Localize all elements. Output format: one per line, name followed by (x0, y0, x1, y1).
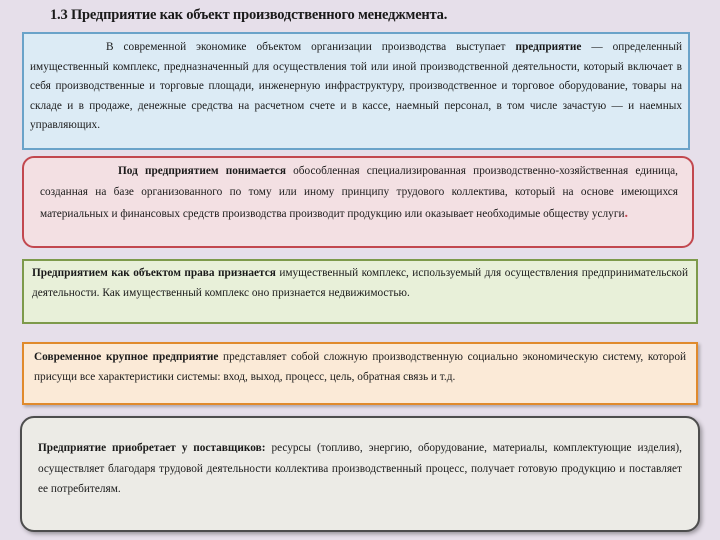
definition-box-suppliers (20, 416, 700, 532)
suppliers-term: Предприятие приобретает у поставщиков: (38, 442, 266, 454)
enterprise-definition-term: Под предприятием понимается (118, 165, 286, 177)
system-term: Современное крупное предприятие (34, 351, 219, 363)
definition-box-system (22, 342, 698, 405)
economy-text-intro: В современной экономике объектом организации производства выступает (106, 41, 506, 53)
end-mark: . (624, 206, 629, 221)
system-text: представляет собой сложную производственную социально экономическую систему, которой присущи все характеристики системы: вход, выход, процесс, цель, обратная связь и т.д. (34, 351, 687, 383)
economy-text-body: — определенный имущественный комплекс, предназначенный для осуществления той или иной производственной деятельности, который включает в себя производственные и торговые площади, инженерную инфраструктуру, производственное и торговое оборудование, товары на складе и в продаже, денежные средства на расчетном счете и в кассе, наемный персонал, в том числе зачастую — и наемных управляющих. (30, 41, 682, 131)
legal-text: имущественный комплекс, используемый для осуществления предпринимательской деятельности. Как имущественный комплекс оно признается недвижимостью. (32, 267, 688, 299)
definition-box-economy (22, 32, 690, 150)
legal-term: Предприятием как объектом права признается (32, 267, 276, 279)
enterprise-definition-text: обособленная специализированная производственно-хозяйственная единица, созданная на базе организованного по тому или иному принципу трудового коллектива, который на основе имеющихся материальных и финансовых средств производства производит продукцию или оказывает необходимые обществу услуги (40, 165, 678, 220)
page-title: 1.3 Предприятие как объект производственного менеджмента. (50, 7, 448, 23)
suppliers-text: ресурсы (топливо, энергию, оборудование, материалы, комплектующие изделия), осуществляет благодаря трудовой деятельности коллектива производственный процесс, получает готовую продукцию и поставляет ее потребителям. (38, 442, 683, 495)
definition-box-enterprise (22, 156, 694, 248)
enterprise-term: предприятие (515, 41, 582, 53)
definition-box-legal (22, 259, 698, 324)
